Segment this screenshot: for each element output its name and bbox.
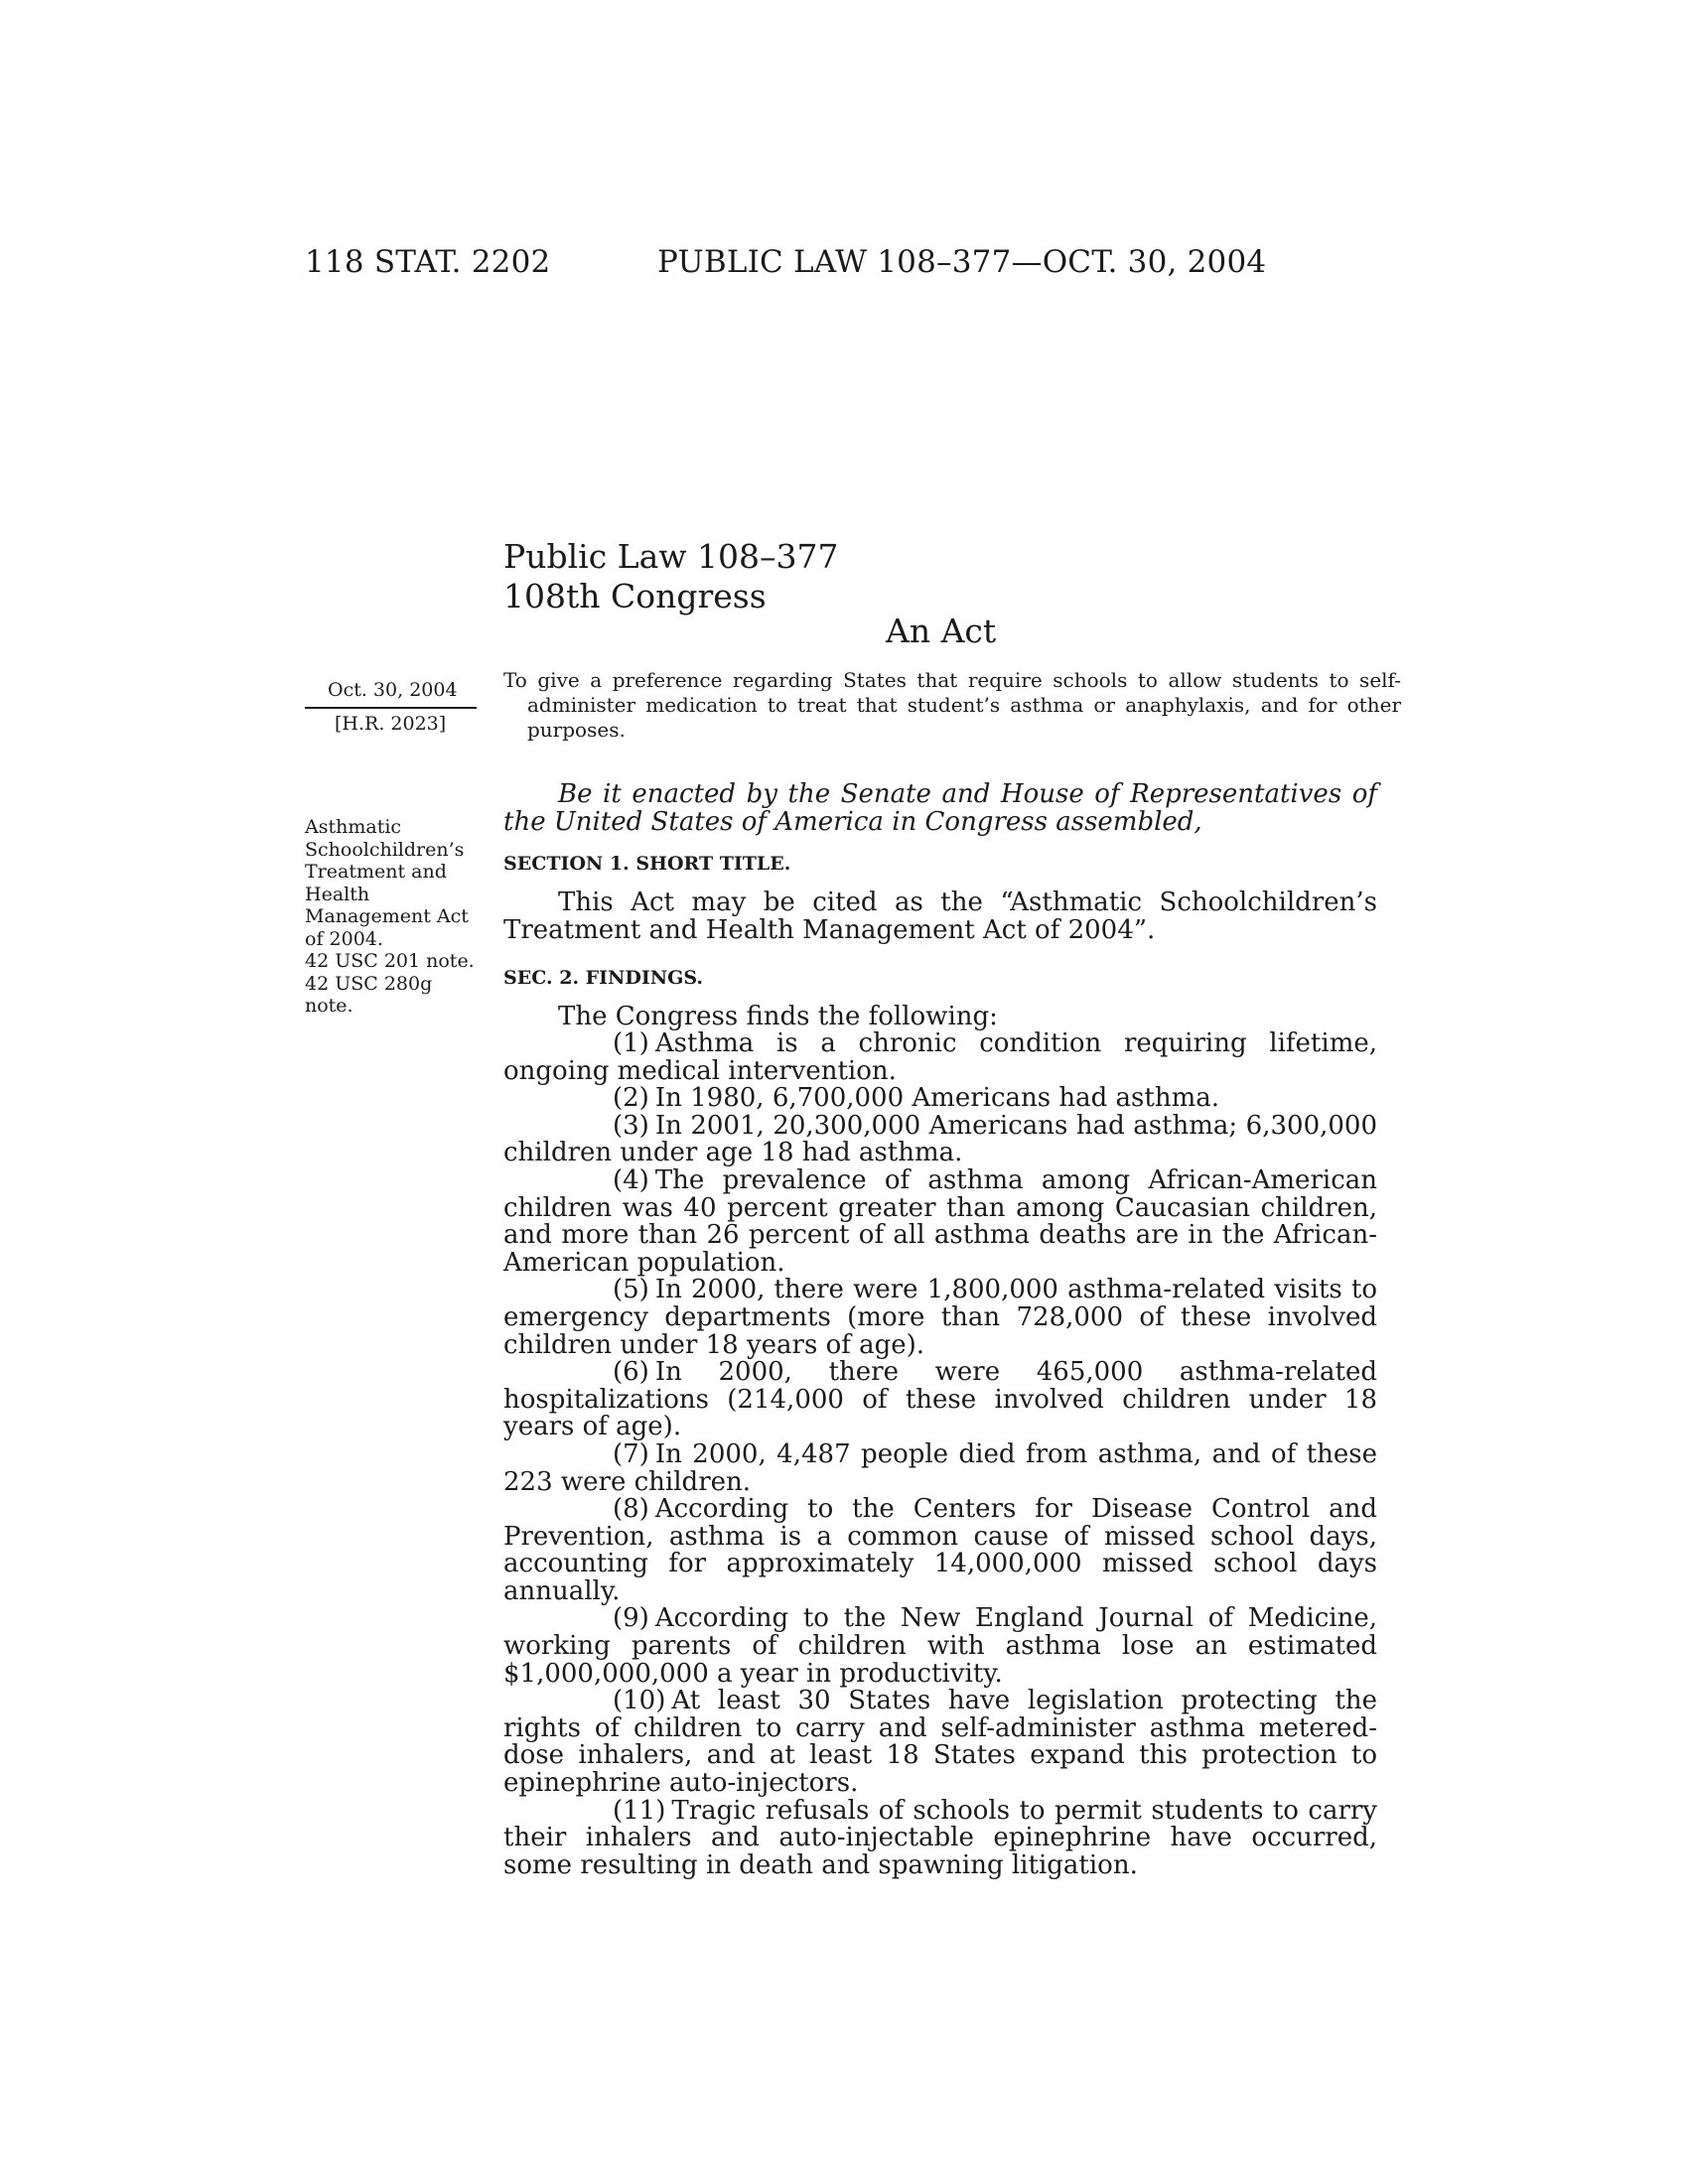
act-purpose: To give a preference regarding States that require schools to allow students to self-administer medication to treat that student’s asthma or anaphylaxis, and for other purposes.: [503, 668, 1401, 742]
side-note-line: 42 USC 280g: [305, 972, 433, 995]
enacting-clause: Be it enacted by the Senate and House of Representatives of the United States of America in Congress assembled,: [503, 779, 1377, 837]
finding-text: In 2001, 20,300,000 Americans had asthma; 6,300,000 children under age 18 had asthma.: [503, 1110, 1377, 1168]
finding-text: Tragic refusals of schools to permit students to carry their inhalers and auto-injectable epinephrine have occurred, some resulting in death and spawning litigation.: [503, 1795, 1377, 1880]
finding-item: [503, 1110, 1377, 1168]
finding-number: (11): [613, 1795, 666, 1826]
finding-item: [503, 1438, 1377, 1497]
finding-number: (7): [613, 1438, 649, 1469]
finding-item: [503, 1164, 1377, 1278]
side-note-line: Schoolchildren’s: [305, 838, 465, 861]
findings-intro: The Congress finds the following:: [558, 1002, 998, 1031]
finding-number: (3): [613, 1110, 649, 1141]
side-note-line: Treatment and: [305, 861, 447, 883]
finding-item: [503, 1085, 1377, 1113]
finding-text: According to the New England Journal of Medicine, working parents of children with asthma lose an estimated $1,000,000,000 a year in productivity.: [503, 1603, 1377, 1689]
margin-side-note: [305, 816, 493, 1018]
an-act-heading: An Act: [886, 612, 997, 650]
running-header-title: PUBLIC LAW 108–377—OCT. 30, 2004: [657, 244, 1267, 280]
finding-text: Asthma is a chronic condition requiring lifetime, ongoing medical intervention.: [503, 1028, 1377, 1086]
side-note-line: note.: [305, 995, 353, 1017]
finding-number: (9): [613, 1603, 649, 1634]
finding-text: The prevalence of asthma among African-American children was 40 percent greater than among Caucasian children, and more than 26 percent of all asthma deaths are in the African-American population.: [503, 1164, 1377, 1278]
finding-item: [503, 1496, 1377, 1605]
side-note-line: Asthmatic: [305, 816, 402, 838]
section-1-heading: SECTION 1. SHORT TITLE.: [503, 853, 791, 875]
finding-text: In 2000, there were 1,800,000 asthma-related visits to emergency departments (more than 728,000 of these involved children under 18 years of age).: [503, 1275, 1377, 1360]
finding-number: (1): [613, 1028, 649, 1058]
section-2-heading: SEC. 2. FINDINGS.: [503, 967, 704, 989]
law-body: [503, 780, 1377, 1879]
finding-number: (10): [613, 1686, 666, 1716]
margin-date: Oct. 30, 2004: [328, 679, 458, 701]
finding-number: (6): [613, 1357, 649, 1388]
side-note-line: Management Act: [305, 905, 469, 927]
finding-number: (8): [613, 1494, 649, 1525]
finding-item: [503, 1688, 1377, 1797]
side-note-line: Health: [305, 883, 370, 905]
finding-number: (5): [613, 1275, 649, 1305]
finding-text: In 2000, 4,487 people died from asthma, and of these 223 were children.: [503, 1438, 1377, 1497]
finding-item: [503, 1030, 1377, 1085]
law-number: Public Law 108–377: [503, 537, 839, 576]
bill-number: [H.R. 2023]: [335, 713, 447, 735]
margin-divider: [305, 707, 477, 709]
finding-item: [503, 1359, 1377, 1441]
section-1-text: This Act may be cited as the “Asthmatic Schoolchildren’s Treatment and Health Management Act of 2004”.: [503, 887, 1377, 945]
finding-number: (2): [613, 1083, 649, 1114]
statute-page-reference: 118 STAT. 2202: [305, 244, 551, 280]
finding-text: According to the Centers for Disease Control and Prevention, asthma is a common cause of missed school days, accounting for approximately 14,000,000 missed school days annually.: [503, 1494, 1377, 1606]
finding-item: [503, 1605, 1377, 1688]
side-note-line: 42 USC 201 note.: [305, 950, 475, 972]
congress-number: 108th Congress: [503, 577, 767, 615]
finding-text: In 2000, there were 465,000 asthma-related hospitalizations (214,000 of these involved children under 18 years of age).: [503, 1357, 1377, 1442]
finding-text: In 1980, 6,700,000 Americans had asthma.: [654, 1083, 1219, 1114]
finding-item: [503, 1277, 1377, 1359]
findings-list: [503, 1030, 1377, 1879]
finding-text: At least 30 States have legislation protecting the rights of children to carry and self-administer asthma metered-dose inhalers, and at least 18 States expand this protection to epinephrine auto-injectors.: [503, 1686, 1377, 1799]
finding-number: (4): [613, 1164, 649, 1195]
side-note-line: of 2004.: [305, 927, 383, 950]
finding-item: [503, 1795, 1377, 1880]
